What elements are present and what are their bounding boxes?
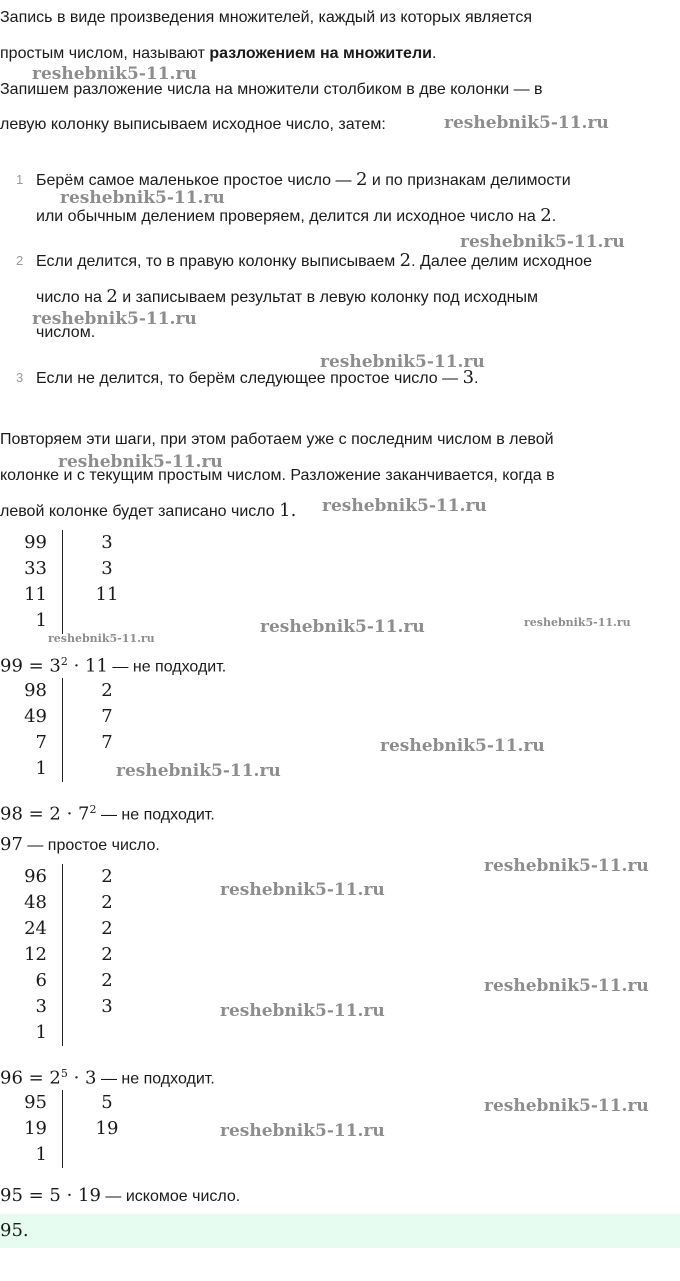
result-99: $99 = 3^2 \cdot 11$ — не подходит. [0,655,227,677]
step-3-line-1: Если не делится, то берём следующее простое число — 3. [36,367,479,388]
term-bold: разложением на множители [209,45,432,62]
result-95: 95 = 5 · 19 — искомое число. [0,1185,241,1206]
answer-value: 95. [0,1220,29,1241]
repeat-line-3: левой колонке будет записано число 1. [0,500,297,521]
result-98: $98 = 2 \cdot 7^2$ — не подходит. [0,803,215,825]
watermark: reshebnik5-11.ru [320,352,485,372]
table-row: 24 2 [24,918,113,939]
table-row: 1 [35,610,47,631]
step-2-line-2: число на 2 и записываем результат в левую колонку под исходным [36,286,538,307]
watermark: reshebnik5-11.ru [32,64,197,84]
repeat-line-2: колонке и с текущим простым числом. Разложение заканчивается, когда в [0,467,555,484]
watermark: reshebnik5-11.ru [220,1001,385,1021]
answer-box [0,1214,680,1248]
table-row: 12 2 [24,944,113,965]
table-row: 49 7 [24,706,113,727]
table-row: 3 3 [35,996,113,1017]
step-2-number: 2 [16,253,24,268]
watermark: reshebnik5-11.ru [484,856,649,876]
watermark: reshebnik5-11.ru [260,617,425,637]
watermark: reshebnik5-11.ru [220,880,385,900]
table-row: 6 2 [35,970,113,991]
table-row: 48 2 [24,892,113,913]
watermark: reshebnik5-11.ru [524,616,631,629]
result-97: 97 — простое число. [0,834,160,855]
table-row: 98 2 [24,680,113,701]
watermark: reshebnik5-11.ru [380,736,545,756]
watermark: reshebnik5-11.ru [444,113,609,133]
table-row: 19 19 [24,1118,119,1139]
intro-line-2: простым числом, называют разложением на множители. [0,45,437,62]
watermark: reshebnik5-11.ru [58,452,223,472]
table-row: 33 3 [24,558,113,579]
step-1-line-2: или обычным делением проверяем, делится ли исходное число на 2. [36,205,557,226]
table-row: 99 3 [24,532,113,553]
watermark: reshebnik5-11.ru [220,1121,385,1141]
table-row: 96 2 [24,866,113,887]
table-row: 1 [35,758,47,779]
table-row: 11 11 [24,584,119,605]
intro-line-4: левую колонку выписываем исходное число, затем: [0,116,386,133]
step-2-line-3: числом. [36,324,96,341]
watermark: reshebnik5-11.ru [116,761,281,781]
step-3-number: 3 [16,370,24,385]
step-1-number: 1 [16,172,24,187]
watermark: reshebnik5-11.ru [460,232,625,252]
table-row: 1 [35,1144,47,1165]
watermark: reshebnik5-11.ru [484,976,649,996]
watermark: reshebnik5-11.ru [32,309,197,329]
intro-line-1: Запись в виде произведения множителей, каждый из которых является [0,9,532,26]
step-1-line-1: Берём самое маленькое простое число — 2 и по признакам делимости [36,169,571,190]
intro-line-3: Запишем разложение числа на множители столбиком в две колонки — в [0,81,543,98]
watermark: reshebnik5-11.ru [484,1096,649,1116]
watermark: reshebnik5-11.ru [322,496,487,516]
watermark: reshebnik5-11.ru [60,188,225,208]
watermark: reshebnik5-11.ru [48,632,155,645]
repeat-line-1: Повторяем эти шаги, при этом работаем уже с последним числом в левой [0,431,554,448]
step-2-line-1: Если делится, то в правую колонку выписываем 2. Далее делим исходное [36,250,593,271]
result-96: $96 = 2^5 \cdot 3$ — не подходит. [0,1067,215,1089]
table-row: 7 7 [35,732,113,753]
table-row: 1 [35,1022,47,1043]
table-row: 95 5 [24,1092,113,1113]
